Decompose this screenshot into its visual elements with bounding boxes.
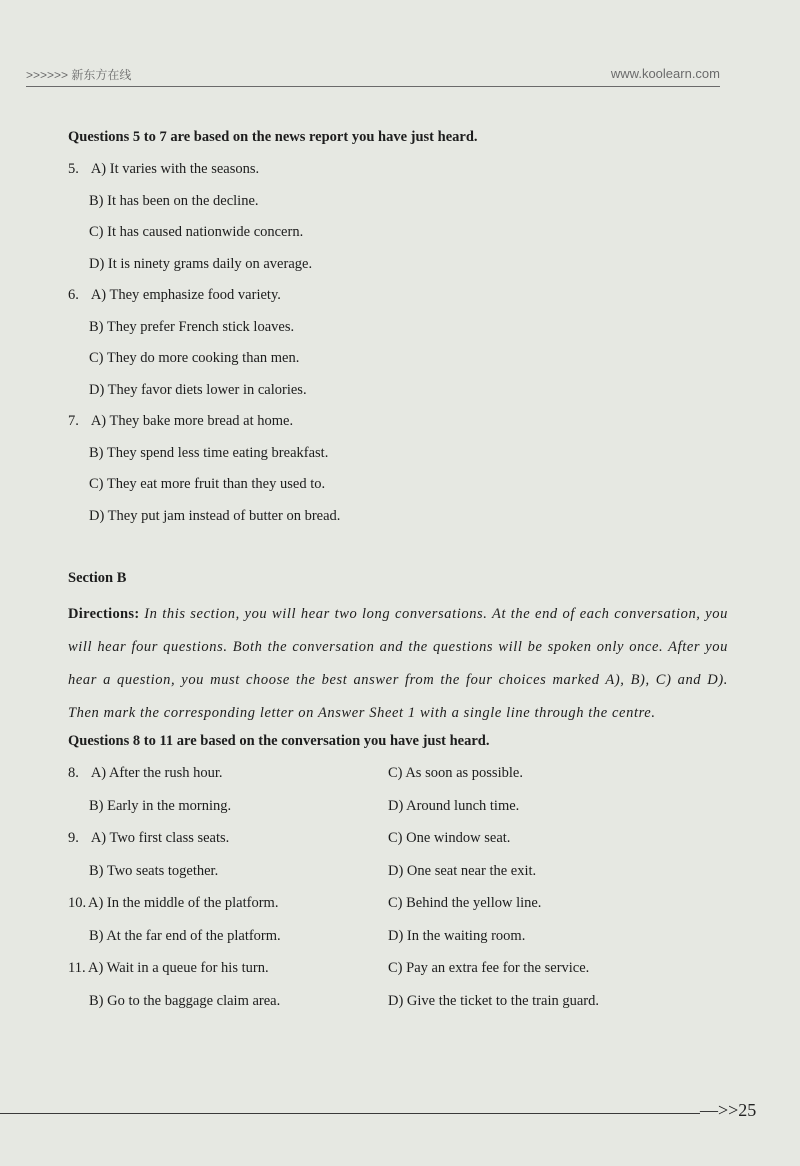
question-11-option-c: C) Pay an extra fee for the service. [388, 960, 590, 976]
question-10-row-2 [68, 925, 728, 958]
question-8-row-1 [68, 762, 728, 795]
question-8-option-d: D) Around lunch time. [388, 797, 520, 814]
question-9-row-2 [68, 860, 728, 893]
page-content [68, 126, 728, 1022]
question-5-option-d: D) It is ninety grams daily on average. [89, 255, 313, 272]
questions-8-11-heading: Questions 8 to 11 are based on the conversation you have just heard. [68, 733, 490, 749]
question-9-option-c: C) One window seat. [388, 830, 511, 846]
header-url: www.koolearn.com [610, 66, 720, 81]
footer-rule [0, 1113, 700, 1114]
question-6-option-a: 6. A) They emphasize food variety. [68, 284, 728, 316]
question-7-option-a: 7. A) They bake more bread at home. [68, 410, 728, 442]
question-number: 8. [68, 765, 79, 781]
question-7-option-b: B) They spend less time eating breakfast. [89, 444, 329, 461]
directions-label: Directions: [68, 606, 140, 622]
question-9-option-b: B) Two seats together. [89, 862, 219, 879]
question-6-option-c: C) They do more cooking than men. [89, 350, 300, 366]
question-number: 11. [68, 960, 86, 976]
questions-5-7-heading: Questions 5 to 7 are based on the news report you have just heard. [68, 129, 478, 145]
question-8-option-a: A) After the rush hour. [90, 765, 223, 781]
section-b-title: Section B [68, 570, 127, 586]
directions-text: In this section, you will hear two long conversations. At the end of each conversation, you will hear four questions. Both the conversation and the questions will be spoken only once. After you hear a question, you must choose the best answer from the four choices marked A), B), C) and D). Then mark the corresponding letter on Answer Sheet 1 with a single line through the centre. [68, 606, 728, 721]
question-6-option-b: B) They prefer French stick loaves. [89, 318, 295, 335]
question-11-option-d: D) Give the ticket to the train guard. [388, 992, 599, 1009]
question-5-option-a: 5. A) It varies with the seasons. [68, 158, 728, 190]
question-number: 9. [68, 830, 79, 846]
question-11-row-2 [68, 990, 728, 1023]
question-6-option-d: D) They favor diets lower in calories. [89, 381, 307, 398]
question-10-row-1 [68, 892, 728, 925]
question-9-option-d: D) One seat near the exit. [388, 862, 537, 879]
page-header [26, 64, 720, 87]
question-number: 7. [68, 413, 79, 429]
question-number: 6. [68, 287, 79, 303]
question-5-option-c: C) It has caused nationwide concern. [89, 224, 304, 240]
question-5-option-b: B) It has been on the decline. [89, 192, 259, 209]
question-10-option-d: D) In the waiting room. [388, 927, 526, 944]
question-8-row-2 [68, 795, 728, 828]
question-10-option-a: A) In the middle of the platform. [88, 895, 279, 911]
question-8-option-c: C) As soon as possible. [388, 765, 523, 781]
question-9-row-1 [68, 827, 728, 860]
question-11-option-a: A) Wait in a queue for his turn. [88, 960, 269, 976]
question-number: 5. [68, 161, 79, 177]
question-11-row-1 [68, 957, 728, 990]
question-number: 10. [68, 895, 87, 911]
section-b-directions [68, 598, 728, 730]
question-9-option-a: A) Two first class seats. [90, 830, 230, 846]
question-8-option-b: B) Early in the morning. [89, 797, 232, 814]
header-brand: >>>>>> 新东方在线 [26, 68, 132, 82]
question-7-option-d: D) They put jam instead of butter on bread. [89, 507, 341, 524]
page-number: —>>25 [700, 1100, 757, 1120]
question-7-option-c: C) They eat more fruit than they used to. [89, 476, 326, 492]
question-11-option-b: B) Go to the baggage claim area. [89, 992, 281, 1009]
question-10-option-c: C) Behind the yellow line. [388, 895, 542, 911]
question-10-option-b: B) At the far end of the platform. [89, 927, 281, 944]
